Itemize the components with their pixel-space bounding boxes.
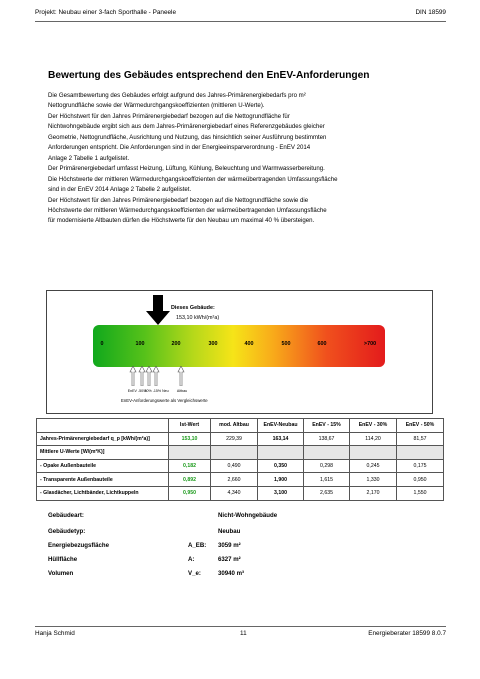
table-cell: Mittlere U-Werte [W/(m²K)] — [37, 446, 169, 460]
table-cell — [350, 446, 397, 460]
table-cell: 2,635 — [304, 486, 350, 500]
building-info-key: Gebäudetyp: — [48, 528, 86, 535]
paragraph-line: Nettogrundfläche sowie der Wärmedurchgangskoeffizienten (mittleren U-Werte). — [48, 102, 265, 110]
table-cell: 1,615 — [304, 473, 350, 487]
scale-tick: 500 — [281, 341, 291, 347]
building-info-key: Volumen — [48, 570, 74, 577]
table-cell: 1,330 — [350, 473, 397, 487]
table-row — [37, 473, 444, 487]
table-cell — [397, 446, 444, 460]
table-cell: 153,10 — [169, 432, 211, 446]
paragraph-line: Höchstwerte der mittleren Wärmedurchgangskoeffizienten der wärmeübertragenden Umfassungsfläche — [48, 206, 327, 214]
table-cell: 229,39 — [211, 432, 258, 446]
building-info-row — [48, 556, 428, 566]
building-info-symbol: A_EB: — [188, 542, 207, 549]
paragraph-line: Nichtwohngebäude ergibt sich aus dem Jahres-Primärenergiebedarf eines Referenzgebäudes gleicher — [48, 123, 325, 131]
paragraph-line: Der Höchstwert für den Jahres Primärenergiebedarf bezogen auf die Nettogrundfläche sowie die — [48, 196, 309, 204]
building-info-key: Hüllfläche — [48, 556, 78, 563]
paragraph-line: für modernisierte Altbauten dürfen die Höchstwerte für den Neubau um maximal 40 % übersteigen. — [48, 217, 315, 225]
building-info-key: Energiebezugsfläche — [48, 542, 109, 549]
building-value: 153,10 kWh/(m²a) — [176, 315, 220, 321]
reference-label: EnEV -50% — [127, 389, 147, 393]
table-row — [37, 432, 444, 446]
building-info-row — [48, 512, 428, 522]
scale-tick: 400 — [244, 341, 254, 347]
paragraph-line: Geometrie, Nettogrundfläche, Ausrichtung und Nutzung, das hinsichtlich seiner Ausführung bestimmten — [48, 133, 327, 141]
table-row — [37, 446, 444, 460]
table-cell — [258, 446, 304, 460]
requirements-table — [36, 418, 444, 501]
paragraph-line: Die Gesamtbewertung des Gebäudes erfolgt aufgrund des Jahres-Primärenergiebedarfs pro m² — [48, 92, 306, 99]
building-info-value: 6327 m² — [218, 556, 241, 563]
paragraph-line: Der Primärenergiebedarf umfasst Heizung, Lüftung, Kühlung, Beleuchtung und Warmwasserbereitung. — [48, 165, 325, 173]
page-header — [35, 8, 446, 22]
table-cell: 1,900 — [258, 473, 304, 487]
table-cell — [211, 446, 258, 460]
building-info-row — [48, 528, 428, 538]
table-cell: 0,245 — [350, 459, 397, 473]
paragraph-line: Anforderungen entspricht. Die Anforderungen sind in der Energieeinsparverordnung - EnEV 2014 — [48, 144, 311, 152]
scale-tick: 100 — [135, 341, 145, 347]
table-cell: 138,67 — [304, 432, 350, 446]
building-info-symbol: A: — [188, 556, 195, 563]
building-info-symbol: V_e: — [188, 570, 201, 577]
table-cell: Jahres-Primärenergiebedarf q_p [kWh/(m²a)] — [37, 432, 169, 446]
table-cell: 163,14 — [258, 432, 304, 446]
scale-tick: >700 — [363, 341, 377, 347]
building-label: Dieses Gebäude: — [171, 305, 215, 311]
page-number: 11 — [240, 630, 247, 637]
table-cell: 4,340 — [211, 486, 258, 500]
table-cell: 0,182 — [169, 459, 211, 473]
table-cell: 2,170 — [350, 486, 397, 500]
reference-arrows-icon — [128, 366, 188, 386]
paragraph-line: Der Höchstwert für den Jahres Primärenergiebedarf bezogen auf die Nettogrundfläche für — [48, 112, 290, 120]
table-row — [37, 459, 444, 473]
paragraph-line: Die Höchstwerte der mittleren Wärmedurchgangskoeffizienten der wärmeübertragenden Umfassungsfläche — [48, 175, 338, 183]
scale-tick: 200 — [171, 341, 181, 347]
table-cell: 0,175 — [397, 459, 444, 473]
reference-label: Altbau — [176, 389, 188, 393]
table-cell: 0,950 — [169, 486, 211, 500]
footer-software: Energieberater 18599 8.0.7 — [368, 630, 446, 637]
building-info-value: 3059 m² — [218, 542, 241, 549]
table-cell: 0,892 — [169, 473, 211, 487]
table-cell: - Glasdächer, Lichtbänder, Lichtkuppeln — [37, 486, 169, 500]
building-info-value: 30940 m³ — [218, 570, 245, 577]
table-header-cell: EnEV - 30% — [350, 419, 397, 433]
table-cell: 1,550 — [397, 486, 444, 500]
scale-tick: 0 — [100, 341, 104, 347]
table-cell — [304, 446, 350, 460]
table-row — [37, 486, 444, 500]
building-info-row — [48, 570, 428, 580]
table-header-cell: EnEV - 50% — [397, 419, 444, 433]
table-cell: 3,100 — [258, 486, 304, 500]
paragraph-line: sind in der EnEV 2014 Anlage 2 Tabelle 2 aufgelistet. — [48, 186, 192, 194]
table-header-cell: mod. Altbau — [211, 419, 258, 433]
footer-author: Hanja Schmid — [35, 630, 75, 637]
paragraph-line: Anlage 2 Tabelle 1 aufgelistet. — [48, 154, 130, 162]
table-cell: 2,660 — [211, 473, 258, 487]
table-cell: 0,350 — [258, 459, 304, 473]
header-norm: DIN 18599 — [415, 9, 446, 16]
table-cell: - Opake Außenbauteile — [37, 459, 169, 473]
table-cell — [169, 446, 211, 460]
header-project: Projekt: Neubau einer 3-fach Sporthalle - Paneele — [35, 9, 177, 16]
building-info-value: Neubau — [218, 528, 241, 535]
table-header-cell — [37, 419, 169, 433]
table-cell: 81,57 — [397, 432, 444, 446]
building-info-value: Nicht-Wohngebäude — [218, 512, 278, 519]
page-footer — [35, 626, 446, 640]
table-cell: 0,950 — [397, 473, 444, 487]
section-title: Bewertung des Gebäudes entsprechend den EnEV-Anforderungen — [48, 70, 370, 81]
table-header-cell: Ist-Wert — [169, 419, 211, 433]
table-header-cell: EnEV-Neubau — [258, 419, 304, 433]
scale-tick: 600 — [317, 341, 327, 347]
table-header-row — [37, 419, 444, 433]
body-paragraph — [48, 91, 448, 227]
building-info-row — [48, 542, 428, 552]
table-cell: - Transparente Außenbauteile — [37, 473, 169, 487]
building-marker-arrow-icon — [146, 295, 170, 325]
scale-tick: 300 — [208, 341, 218, 347]
building-info-key: Gebäudeart: — [48, 512, 84, 519]
table-header-cell: EnEV - 15% — [304, 419, 350, 433]
table-cell: 114,20 — [350, 432, 397, 446]
reference-caption: EnEV-Anforderungswerte als Vergleichswerte — [121, 398, 208, 403]
reference-label: -30% -15% Neu — [143, 389, 169, 393]
table-cell: 0,490 — [211, 459, 258, 473]
table-cell: 0,298 — [304, 459, 350, 473]
